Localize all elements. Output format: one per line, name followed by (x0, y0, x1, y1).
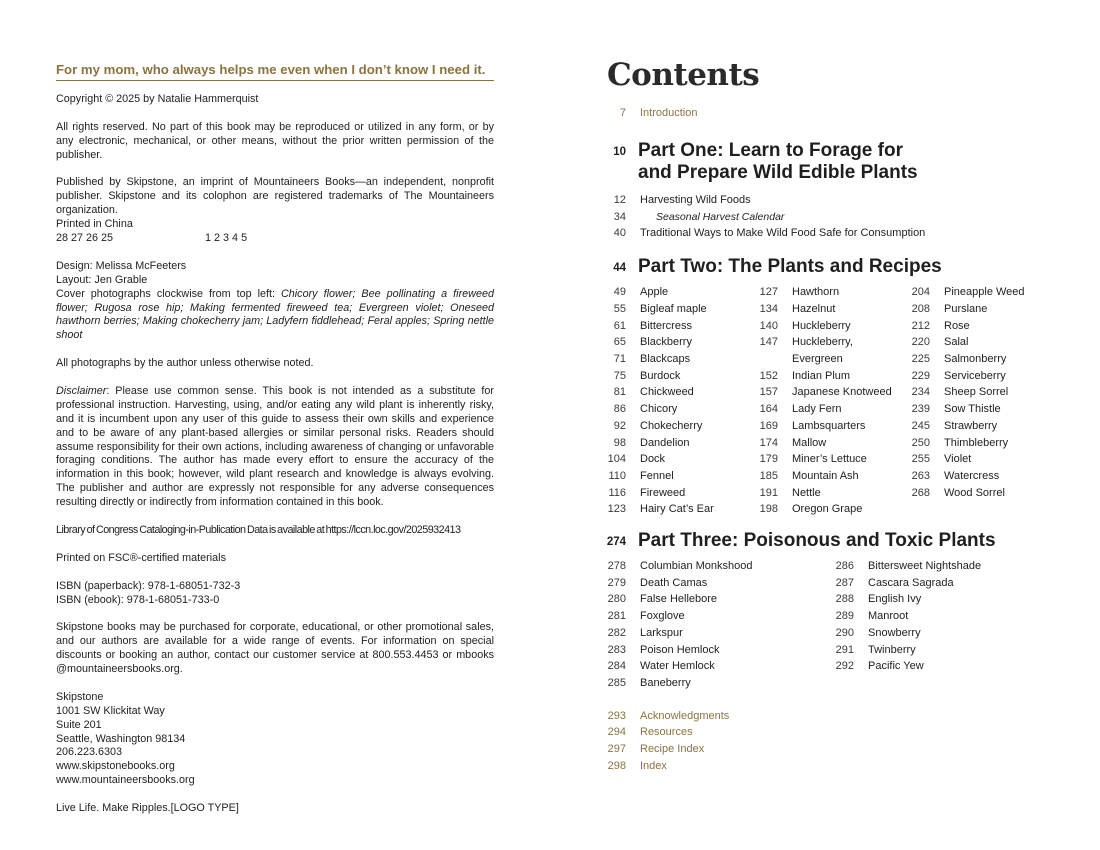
toc-label: Chicory (640, 403, 678, 416)
toc-page-number: 297 (607, 743, 626, 756)
isbn-ebook: ISBN (ebook): 978-1-68051-733-0 (56, 593, 220, 606)
toc-entry[interactable] (752, 284, 904, 301)
toc-page-number: 279 (607, 576, 626, 589)
toc-page-number: 75 (613, 369, 626, 382)
toc-entry[interactable] (828, 575, 1056, 592)
tagline: Live Life. Make Ripples.[LOGO TYPE] (56, 802, 239, 815)
toc-entry[interactable] (600, 401, 752, 418)
toc-page-number: 285 (607, 676, 626, 689)
toc-page-number: 110 (608, 469, 626, 482)
toc-page-number: 278 (607, 560, 626, 573)
toc-label: Columbian Monkshood (640, 560, 753, 573)
toc-entry[interactable] (600, 351, 752, 368)
toc-label: Burdock (640, 369, 681, 382)
toc-entry[interactable] (600, 418, 752, 435)
toc-label: False Hellebore (640, 593, 718, 606)
toc-entry[interactable] (752, 368, 904, 385)
address-line: 206.223.6303 (56, 746, 123, 759)
toc-label: Hazelnut (792, 302, 836, 315)
address-line: 1001 SW Klickitat Way (56, 704, 165, 717)
toc-page-number: 185 (759, 469, 778, 482)
toc-entry[interactable] (828, 608, 1056, 625)
toc-page-number: 71 (613, 353, 626, 365)
layout-credit: Layout: Jen Grable (56, 273, 148, 286)
toc-entry[interactable] (828, 642, 1056, 659)
toc-entry[interactable] (600, 209, 1070, 226)
toc-page-number: 292 (835, 660, 854, 673)
toc-page-number: 127 (759, 286, 778, 299)
toc-label: Dandelion (640, 436, 690, 449)
isbn-paperback: ISBN (paperback): 978-1-68051-732-3 (56, 579, 241, 592)
toc-page-number: 157 (759, 386, 778, 399)
toc-label: Strawberry (944, 419, 998, 432)
toc-label: Violet (944, 453, 972, 466)
toc-entry[interactable] (828, 591, 1056, 608)
cover-label: Cover photographs clockwise from top left: (56, 287, 281, 300)
toc-label: Death Camas (640, 576, 708, 589)
toc-label: Index (640, 760, 667, 773)
toc-page-number: 12 (613, 193, 626, 206)
toc-entry[interactable] (904, 318, 1064, 335)
toc-entry[interactable] (752, 435, 904, 452)
toc-label: Water Hemlock (640, 660, 715, 673)
toc-page-number: 282 (607, 626, 626, 639)
toc-label: Bittersweet Nightshade (868, 560, 982, 573)
toc-label: Manroot (868, 610, 909, 623)
toc-page-number: 179 (759, 453, 778, 466)
toc-label: Mallow (792, 436, 827, 449)
toc-page-number: 234 (911, 386, 930, 399)
toc-page-number: 229 (911, 369, 930, 382)
toc-entry[interactable] (600, 318, 752, 335)
toc-page-number: 268 (911, 486, 930, 499)
toc-entry[interactable] (600, 368, 752, 385)
toc-label: Acknowledgments (640, 709, 730, 722)
toc-label: Nettle (792, 486, 821, 499)
toc-entry[interactable] (752, 318, 904, 335)
toc-entry[interactable] (600, 625, 828, 642)
print-runs: 1 2 3 4 5 (205, 232, 248, 245)
back-matter-list (600, 708, 1070, 775)
toc-page-number: 225 (911, 353, 930, 365)
part-title-line: and Prepare Wild Edible Plants (638, 161, 918, 183)
toc-entry[interactable] (600, 608, 828, 625)
toc-page-number: 61 (613, 319, 626, 332)
toc-page-number: 174 (759, 436, 778, 449)
toc-label: Seasonal Harvest Calendar (656, 210, 785, 223)
toc-entry[interactable] (904, 418, 1064, 435)
toc-entry[interactable] (752, 418, 904, 435)
toc-label: Hawthorn (792, 286, 840, 299)
copyright-line: Copyright © 2025 by Natalie Hammerquist (56, 93, 259, 105)
toc-page-number: 288 (835, 593, 854, 606)
toc-entry[interactable] (904, 301, 1064, 318)
toc-label: Chokecherry (640, 419, 703, 432)
toc-page-number: 245 (911, 419, 930, 432)
toc-label: Pineapple Weed (944, 286, 1025, 299)
toc-entry[interactable] (752, 501, 904, 518)
toc-entry[interactable] (600, 724, 1070, 741)
toc-label: Wood Sorrel (944, 486, 1005, 499)
toc-page-number: 255 (911, 453, 930, 466)
toc-page-number: 286 (835, 560, 854, 573)
toc-label: Lady Fern (792, 403, 842, 416)
toc-page-number: 140 (759, 319, 778, 332)
part-title: Part Two: The Plants and Recipes (638, 256, 942, 278)
toc-label: Evergreen (792, 353, 843, 365)
toc-entry[interactable] (600, 741, 1070, 758)
toc-label: Japanese Knotweed (792, 386, 892, 399)
toc-label: Cascara Sagrada (868, 576, 954, 589)
plant-column (904, 284, 1064, 518)
toc-page-number: 281 (607, 610, 626, 623)
toc-entry[interactable] (904, 401, 1064, 418)
toc-label: English Ivy (868, 593, 922, 606)
toc-label: Recipe Index (640, 743, 705, 756)
toc-entry[interactable] (828, 558, 1056, 575)
toc-page-number: 65 (613, 336, 626, 349)
toc-label: Lambsquarters (792, 419, 866, 432)
printed-in: Printed in China (56, 218, 133, 231)
toc-label: Salmonberry (944, 353, 1007, 365)
toc-label: Purslane (944, 302, 988, 315)
dedication: For my mom, who always helps me even when I don’t know I need it. (56, 62, 494, 81)
address-line: Seattle, Washington 98134 (56, 732, 186, 745)
toc-page-number: 98 (613, 436, 626, 449)
toc-entry[interactable] (828, 658, 1056, 675)
toc-entry[interactable] (904, 284, 1064, 301)
rights-notice: All rights reserved. No part of this book may be reproduced or utilized in any form, or by any electronic, mechanical, or other means, without the prior written permission of the publisher. (56, 120, 494, 161)
toc-label: Sow Thistle (944, 403, 1001, 416)
toc-entry[interactable] (600, 468, 752, 485)
toc-page-number: 284 (607, 660, 626, 673)
toc-label: Poison Hemlock (640, 643, 720, 656)
toc-label: Blackcaps (640, 353, 691, 365)
toc-page-number: 250 (911, 436, 930, 449)
toc-page-number: 104 (607, 453, 626, 466)
toc-label: Bittercress (640, 319, 692, 332)
toc-page-number: 134 (759, 302, 778, 315)
toc-label: Oregon Grape (792, 503, 863, 516)
part-two-heading[interactable] (600, 256, 1070, 278)
address-line: www.mountaineersbooks.org (56, 774, 195, 787)
toc-page-number: 49 (613, 286, 626, 299)
toc-page-number: 220 (911, 336, 930, 349)
toc-page-number: 239 (911, 403, 930, 416)
disclaimer (56, 385, 494, 510)
toc-entry[interactable] (600, 675, 828, 692)
toc-label: Rose (944, 319, 970, 332)
toc-entry[interactable] (600, 301, 752, 318)
plant-column (600, 558, 828, 692)
print-years: 28 27 26 25 (56, 232, 114, 245)
toc-entry[interactable] (752, 468, 904, 485)
print-line (56, 232, 494, 246)
address-line: Suite 201 (56, 718, 102, 731)
part-two-list (600, 284, 1070, 518)
toc-page-number (752, 351, 778, 368)
toc-label: Bigleaf maple (640, 302, 707, 315)
toc-label: Twinberry (868, 643, 916, 656)
disclaimer-text: : Please use common sense. This book is not intended as a substitute for professional instruction. Harvesting, using, and/or eating any wild plant is inherently risky, and it is incumbent upon any user of this guide to assess their own skills and experience and to be aware of any plant-based allergies or similar personal risks. Readers should assume responsibility for their own actions, including awareness of changing or unfavorable foraging conditions. The author has made every effort to ensure the accuracy of the information in this book; however, wild plant research and knowledge is always evolving. The publisher and author are expressly not responsible for any adverse consequences resulting directly or indirectly from information contained in this book. (56, 384, 494, 509)
plant-column (828, 558, 1056, 692)
toc-entry[interactable] (600, 575, 828, 592)
toc-label: Introduction (640, 107, 698, 119)
toc-entry[interactable] (600, 451, 752, 468)
photo-credit: All photographs by the author unless otherwise noted. (56, 357, 314, 370)
toc-page-number: 198 (759, 503, 778, 516)
toc-page-number: 81 (613, 386, 626, 399)
part-page-number: 274 (606, 536, 626, 549)
toc-label: Chickweed (640, 386, 694, 399)
loc-data: Library of Congress Cataloging-in-Publication Data is available at https://lccn.loc.gov/2025932413 (56, 524, 461, 536)
design-credit: Design: Melissa McFeeters (56, 259, 187, 272)
toc-page-number: 280 (607, 593, 626, 606)
toc-label: Larkspur (640, 626, 683, 639)
toc-page-number: 40 (613, 227, 626, 240)
toc-label: Harvesting Wild Foods (640, 193, 751, 206)
toc-label: Thimbleberry (944, 436, 1009, 449)
toc-page-number: 294 (607, 726, 626, 739)
toc-label: Miner’s Lettuce (792, 453, 867, 466)
toc-label: Snowberry (868, 626, 921, 639)
toc-entry[interactable] (752, 351, 904, 368)
toc-page-number: 212 (911, 319, 930, 332)
toc-page-number: 147 (759, 336, 778, 349)
toc-entry[interactable] (600, 384, 752, 401)
toc-entry[interactable] (752, 485, 904, 502)
toc-page-number: 92 (613, 419, 626, 432)
toc-entry[interactable] (600, 591, 828, 608)
toc-label: Pacific Yew (868, 660, 924, 673)
part-title-line: Part One: Learn to Forage for (638, 139, 903, 161)
toc-entry[interactable] (904, 468, 1064, 485)
toc-entry[interactable] (600, 192, 1070, 209)
toc-page-number: 191 (759, 486, 778, 499)
toc-page-number: 86 (613, 403, 626, 416)
part-page-number: 44 (613, 262, 626, 275)
copyright-page (56, 62, 494, 830)
toc-entry[interactable] (600, 658, 828, 675)
toc-entry-introduction[interactable] (600, 105, 1070, 122)
toc-entry[interactable] (904, 485, 1064, 502)
toc-entry[interactable] (600, 485, 752, 502)
toc-entry[interactable] (600, 435, 752, 452)
toc-entry[interactable] (600, 501, 752, 518)
toc-label: Blackberry (640, 336, 692, 349)
contents-title: Contents (607, 57, 760, 93)
contents-page (600, 55, 1070, 775)
publisher-notice: Published by Skipstone, an imprint of Mountaineers Books—an independent, nonprofit publisher. Skipstone and its colophon are registered trademarks of The Mountaineers organization. (56, 176, 494, 217)
publisher-address (56, 691, 494, 788)
toc-label: Indian Plum (792, 369, 851, 382)
toc-page-number: 164 (759, 403, 778, 416)
toc-label: Fennel (640, 469, 674, 482)
toc-page-number: 263 (911, 469, 930, 482)
toc-label: Salal (944, 336, 969, 349)
toc-entry[interactable] (600, 558, 828, 575)
toc-page-number: 116 (608, 486, 626, 499)
toc-label: Fireweed (640, 486, 686, 499)
toc-page-number: 123 (607, 503, 626, 516)
toc-label: Hairy Cat’s Ear (640, 503, 714, 516)
toc-label: Huckleberry (792, 319, 851, 332)
toc-label: Traditional Ways to Make Wild Food Safe for Consumption (640, 227, 926, 240)
toc-page-number: 290 (835, 626, 854, 639)
toc-entry[interactable] (904, 351, 1064, 368)
toc-label: Foxglove (640, 610, 685, 623)
toc-entry[interactable] (904, 334, 1064, 351)
part-three-heading[interactable] (600, 530, 1070, 552)
toc-page-number: 291 (835, 643, 854, 656)
toc-label: Baneberry (640, 676, 691, 689)
cover-credits (56, 288, 494, 344)
sales-note: Skipstone books may be purchased for corporate, educational, or other promotional sales, and our authors are available for a wide range of events. For information on special discounts or booking an author, contact our customer service at 800.553.4453 or mbooks @mountaineersbooks.org. (56, 621, 494, 676)
toc-entry[interactable] (600, 225, 1070, 242)
toc-entry[interactable] (600, 642, 828, 659)
toc-entry[interactable] (600, 758, 1070, 775)
toc-entry[interactable] (904, 435, 1064, 452)
fsc-note: Printed on FSC®-certified materials (56, 551, 226, 564)
toc-page-number: 169 (759, 419, 778, 432)
toc-page-number: 34 (613, 210, 626, 223)
part-one-heading[interactable] (600, 140, 1070, 184)
toc-entry[interactable] (752, 401, 904, 418)
toc-label: Dock (640, 453, 666, 466)
toc-page-number: 289 (835, 610, 854, 623)
toc-entry[interactable] (752, 451, 904, 468)
toc-label: Resources (640, 726, 693, 739)
address-line: Skipstone (56, 690, 104, 703)
toc-entry[interactable] (904, 384, 1064, 401)
plant-column (600, 284, 752, 518)
cover-list: Chicory flower; Bee pollinating a fireweed flower; Rugosa rose hip; Making fermented fireweed tea; Evergreen violet; Oneseed hawthorn berries; Making chokecherry jam; Ladyfern fiddlehead; Feral apples; Spring nettle shoot (56, 287, 494, 342)
toc-label: Mountain Ash (792, 469, 859, 482)
toc-label: Serviceberry (944, 369, 1006, 382)
toc-page-number: 298 (607, 760, 626, 773)
toc-label: Huckleberry, (792, 336, 853, 349)
toc-entry[interactable] (828, 625, 1056, 642)
toc-page-number: 55 (613, 302, 626, 315)
toc-entry[interactable] (600, 334, 752, 351)
part-title (638, 140, 918, 184)
toc-entry[interactable] (752, 384, 904, 401)
part-three-list (600, 558, 1070, 692)
part-title: Part Three: Poisonous and Toxic Plants (638, 530, 996, 552)
toc-label: Sheep Sorrel (944, 386, 1009, 399)
disclaimer-label: Disclaimer (56, 384, 107, 397)
toc-page-number: 287 (835, 576, 854, 589)
toc-page-number: 204 (911, 286, 930, 299)
toc-page-number: 152 (759, 369, 778, 382)
toc-label: Watercress (944, 469, 1000, 482)
toc-page-number: 7 (619, 107, 626, 119)
part-page-number: 10 (613, 145, 626, 158)
address-line: www.skipstonebooks.org (56, 760, 175, 773)
toc-page-number: 293 (607, 709, 626, 722)
toc-entry[interactable] (904, 368, 1064, 385)
plant-column (752, 284, 904, 518)
toc-entry[interactable] (752, 301, 904, 318)
toc-entry[interactable] (904, 451, 1064, 468)
toc-label: Apple (640, 286, 669, 299)
toc-entry[interactable] (600, 708, 1070, 725)
toc-page-number: 208 (911, 302, 930, 315)
toc-page-number: 283 (607, 643, 626, 656)
toc-entry[interactable] (600, 284, 752, 301)
toc-entry[interactable] (752, 334, 904, 351)
